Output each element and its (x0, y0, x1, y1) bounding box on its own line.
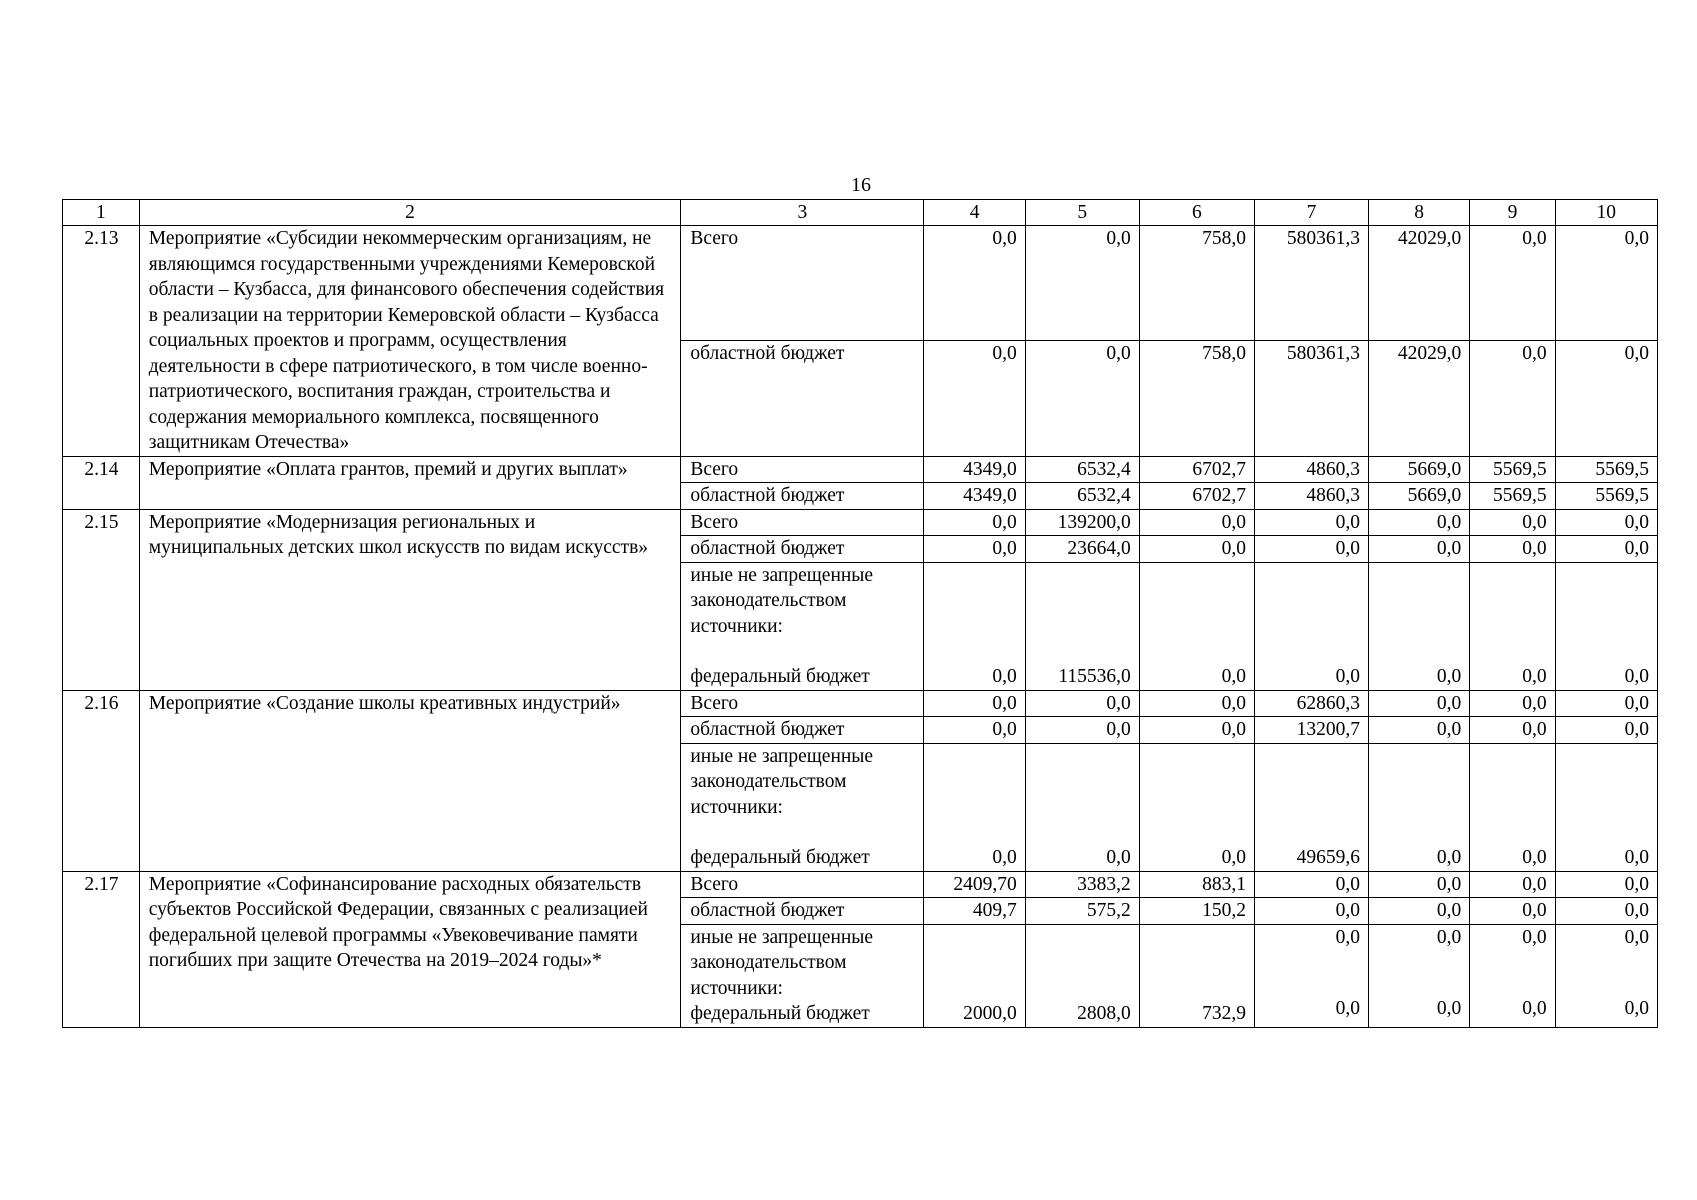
value-cell: 0,0 (1470, 717, 1555, 744)
table-row (63, 509, 1658, 536)
value-bottom: 0,0 (1624, 998, 1649, 1019)
funding-source: Всего (681, 690, 924, 717)
value-cell: 758,0 (1139, 341, 1254, 456)
funding-source-label: иные не запрещенные законодательством источники: (690, 745, 874, 818)
column-header: 1 (63, 200, 140, 226)
value-cell: 0,0 (1470, 898, 1555, 925)
value-cell: 0,0 (1555, 536, 1657, 563)
funding-source: областной бюджет (681, 898, 924, 925)
measure-name: Мероприятие «Софинансирование расходных обязательств субъектов Российской Федерации, связанных с реализацией федеральной целевой программы «Увековечивание памяти погибших при защите Отечества на 2019–2024 годы»* (139, 871, 681, 1027)
column-header: 10 (1555, 200, 1657, 226)
spacer (1479, 950, 1546, 996)
value-cell: 0,0 (1254, 562, 1368, 690)
value-cell: 0,0 (1470, 226, 1555, 341)
measure-name: Мероприятие «Оплата грантов, премий и других выплат» (139, 456, 681, 509)
column-header: 4 (924, 200, 1025, 226)
funding-source-sublabel: федеральный бюджет (690, 666, 870, 687)
measure-name: Мероприятие «Создание школы креативных индустрий» (139, 690, 681, 871)
spacer (1565, 950, 1649, 996)
value-cell: 6702,7 (1139, 483, 1254, 510)
value-cell: 5569,5 (1555, 483, 1657, 510)
funding-source (681, 924, 924, 1027)
funding-source: областной бюджет (681, 483, 924, 510)
value-cell: 0,0 (1369, 536, 1470, 563)
value-cell: 0,0 (1139, 562, 1254, 690)
budget-table (62, 199, 1658, 1028)
value-cell: 5669,0 (1369, 456, 1470, 483)
value-cell (1470, 924, 1555, 1027)
table-row (63, 456, 1658, 483)
value-cell: 732,9 (1139, 924, 1254, 1027)
value-top: 0,0 (1624, 926, 1649, 948)
funding-source-sublabel: федеральный бюджет (690, 1003, 870, 1024)
value-cell: 0,0 (1470, 871, 1555, 898)
value-cell: 5569,5 (1470, 483, 1555, 510)
value-cell: 0,0 (924, 690, 1025, 717)
page-number: 16 (851, 174, 871, 196)
value-cell: 0,0 (1555, 717, 1657, 744)
value-cell: 0,0 (1470, 690, 1555, 717)
value-cell: 4860,3 (1254, 456, 1368, 483)
value-cell: 5669,0 (1369, 483, 1470, 510)
value-cell: 0,0 (1555, 341, 1657, 456)
funding-source: Всего (681, 226, 924, 341)
value-cell: 4860,3 (1254, 483, 1368, 510)
value-cell: 0,0 (1254, 509, 1368, 536)
value-cell: 42029,0 (1369, 341, 1470, 456)
value-cell: 0,0 (1254, 871, 1368, 898)
measure-number: 2.13 (63, 226, 140, 457)
value-cell: 6702,7 (1139, 456, 1254, 483)
value-cell: 0,0 (1555, 509, 1657, 536)
value-cell: 0,0 (924, 341, 1025, 456)
value-cell: 0,0 (1470, 562, 1555, 690)
value-cell: 758,0 (1139, 226, 1254, 341)
value-cell: 6532,4 (1025, 456, 1139, 483)
value-cell: 3383,2 (1025, 871, 1139, 898)
value-cell: 49659,6 (1254, 743, 1368, 871)
funding-source (681, 562, 924, 690)
funding-source-label: иные не запрещенные законодательством источники: (690, 564, 874, 637)
value-cell: 0,0 (1369, 690, 1470, 717)
value-cell: 0,0 (1555, 226, 1657, 341)
value-cell: 0,0 (1555, 871, 1657, 898)
value-cell: 0,0 (1470, 743, 1555, 871)
column-header: 2 (139, 200, 681, 226)
value-cell: 0,0 (1470, 509, 1555, 536)
value-cell (1254, 924, 1368, 1027)
spacer (1378, 950, 1461, 996)
value-cell: 0,0 (924, 536, 1025, 563)
value-cell: 139200,0 (1025, 509, 1139, 536)
table-row (63, 690, 1658, 717)
value-cell: 0,0 (1369, 898, 1470, 925)
value-bottom: 0,0 (1436, 998, 1462, 1019)
measure-name: Мероприятие «Субсидии некоммерческим организациям, не являющимся государственными учреждениями Кемеровской области – Кузбасса, для финансового обеспечения содействия в реализации на территории Кемеровской области – Кузбасса социальных проектов и программ, осуществления деятельности в сфере патриотического, в том числе военно-патриотического, воспитания граждан, строительства и содержания мемориального комплекса, посвященного защитникам Отечества» (139, 226, 681, 457)
value-cell: 13200,7 (1254, 717, 1368, 744)
value-cell: 0,0 (1369, 509, 1470, 536)
table-header-row (63, 200, 1658, 226)
measure-number: 2.14 (63, 456, 140, 509)
value-cell: 0,0 (1254, 536, 1368, 563)
value-cell: 0,0 (1025, 341, 1139, 456)
value-cell: 6532,4 (1025, 483, 1139, 510)
value-cell: 0,0 (924, 743, 1025, 871)
value-cell: 2000,0 (924, 924, 1025, 1027)
column-header: 3 (681, 200, 924, 226)
value-cell: 150,2 (1139, 898, 1254, 925)
funding-source-label: иные не запрещенные законодательством источники: (690, 926, 874, 999)
funding-source (681, 743, 924, 871)
value-cell: 5569,5 (1470, 456, 1555, 483)
table-row (63, 871, 1658, 898)
value-cell: 883,1 (1139, 871, 1254, 898)
value-cell: 0,0 (1369, 871, 1470, 898)
spacer (1264, 950, 1360, 996)
measure-number: 2.15 (63, 509, 140, 690)
value-cell: 0,0 (1369, 562, 1470, 690)
column-header: 6 (1139, 200, 1254, 226)
column-header: 8 (1369, 200, 1470, 226)
value-cell: 0,0 (1369, 717, 1470, 744)
value-cell: 0,0 (1369, 743, 1470, 871)
funding-source-sublabel: федеральный бюджет (690, 847, 870, 868)
value-cell: 0,0 (1555, 743, 1657, 871)
value-cell: 0,0 (1139, 536, 1254, 563)
value-cell: 0,0 (1139, 717, 1254, 744)
value-cell: 4349,0 (924, 483, 1025, 510)
value-cell: 2409,70 (924, 871, 1025, 898)
value-cell: 0,0 (1470, 341, 1555, 456)
funding-source: областной бюджет (681, 717, 924, 744)
value-cell: 0,0 (1555, 562, 1657, 690)
spacer (690, 639, 915, 664)
value-cell: 42029,0 (1369, 226, 1470, 341)
value-cell: 0,0 (1139, 743, 1254, 871)
funding-source: Всего (681, 509, 924, 536)
value-cell: 0,0 (1025, 690, 1139, 717)
funding-source: Всего (681, 871, 924, 898)
value-top: 0,0 (1522, 926, 1547, 948)
funding-source: Всего (681, 456, 924, 483)
value-cell: 0,0 (924, 226, 1025, 341)
value-cell: 0,0 (1025, 717, 1139, 744)
value-cell (1369, 924, 1470, 1027)
table-row (63, 226, 1658, 341)
value-cell: 4349,0 (924, 456, 1025, 483)
value-top: 0,0 (1436, 926, 1462, 948)
value-cell: 0,0 (1555, 690, 1657, 717)
measure-number: 2.16 (63, 690, 140, 871)
column-header: 5 (1025, 200, 1139, 226)
value-cell: 23664,0 (1025, 536, 1139, 563)
value-cell: 62860,3 (1254, 690, 1368, 717)
measure-number: 2.17 (63, 871, 140, 1027)
value-cell: 115536,0 (1025, 562, 1139, 690)
funding-source: областной бюджет (681, 536, 924, 563)
value-cell: 0,0 (1555, 898, 1657, 925)
value-cell: 0,0 (924, 509, 1025, 536)
value-cell: 0,0 (1139, 690, 1254, 717)
value-cell: 0,0 (1470, 536, 1555, 563)
value-cell: 2808,0 (1025, 924, 1139, 1027)
value-cell: 0,0 (924, 717, 1025, 744)
value-bottom: 0,0 (1522, 998, 1547, 1019)
measure-name: Мероприятие «Модернизация региональных и муниципальных детских школ искусств по видам искусств» (139, 509, 681, 690)
value-bottom: 0,0 (1335, 998, 1361, 1019)
value-cell: 0,0 (1025, 743, 1139, 871)
column-header: 7 (1254, 200, 1368, 226)
value-cell: 580361,3 (1254, 226, 1368, 341)
value-cell: 0,0 (924, 562, 1025, 690)
value-top: 0,0 (1335, 926, 1361, 948)
value-cell (1555, 924, 1657, 1027)
value-cell: 0,0 (1254, 898, 1368, 925)
value-cell: 580361,3 (1254, 341, 1368, 456)
value-cell: 575,2 (1025, 898, 1139, 925)
value-cell: 409,7 (924, 898, 1025, 925)
value-cell: 0,0 (1139, 509, 1254, 536)
value-cell: 0,0 (1025, 226, 1139, 341)
funding-source: областной бюджет (681, 341, 924, 456)
value-cell: 5569,5 (1555, 456, 1657, 483)
column-header: 9 (1470, 200, 1555, 226)
spacer (690, 820, 915, 845)
